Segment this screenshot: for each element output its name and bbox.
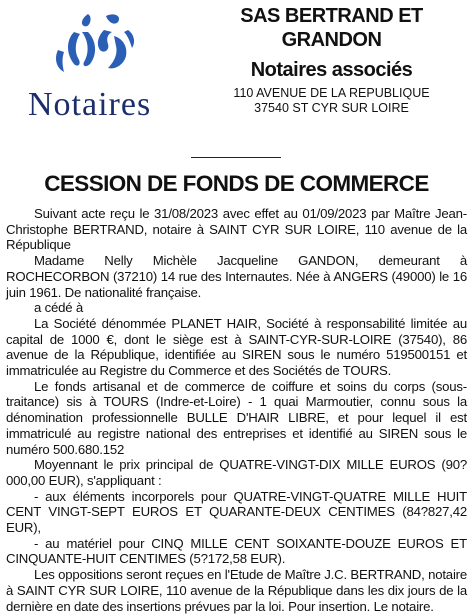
- paragraph-business: Le fonds artisanal et de commerce de coiffure et soins du corps (sous-traitance) sis à TOURS (Indre-et-Loire) - 1 quai Marmoutier, connu sous la dénomination professionnelle BULLE D'HAIR LIBRE, et pour lequel il est immatriculé au registre national des entreprises et identifié au SIREN sous le numéro 500.680.152: [6, 378, 467, 457]
- divider: [191, 157, 281, 158]
- firm-address-line2: 37540 ST CYR SUR LOIRE: [254, 101, 409, 115]
- firm-name: SAS BERTRAND ET GRANDON: [240, 5, 423, 51]
- firm-subtitle: Notaires associés: [250, 59, 413, 81]
- logo-wordmark: Notaires: [28, 86, 152, 123]
- paragraph-intangibles: - aux éléments incorporels pour QUATRE-VINGT-QUATRE MILLE HUIT CENT VINGT-SEPT EUROS ET QUARANTE-DEUX CENTIMES (84?827,42 EUR),: [6, 488, 467, 536]
- paragraph-deed: Suivant acte reçu le 31/08/2023 avec effet au 01/09/2023 par Maître Jean-Christophe BERTRAND, notaire à SAINT CYR SUR LOIRE, 110 avenue de la République: [6, 206, 467, 253]
- paragraph-equipment: - au matériel pour CINQ MILLE CENT SOIXANTE-DOUZE EUROS ET CINQUANTE-HUIT CENTIMES (5?172,58 EUR).: [6, 535, 467, 567]
- notice-body: [6, 206, 467, 614]
- notice-title: CESSION DE FONDS DE COMMERCE: [44, 171, 429, 196]
- paragraph-price: Moyennant le prix principal de QUATRE-VINGT-DIX MILLE EUROS (90?000,00 EUR), s'appliquant :: [6, 457, 467, 488]
- notaires-logo: [18, 10, 188, 125]
- firm-block: [190, 4, 473, 116]
- paragraph-seller: Madame Nelly Michèle Jacqueline GANDON, demeurant à ROCHECORBON (37210) 14 rue des Internautes. Née à ANGERS (49000) le 16 juin 1961. De nationalité française.: [6, 253, 467, 300]
- firm-address-line1: 110 AVENUE DE LA REPUBLIQUE: [233, 86, 430, 100]
- notice-header: [0, 0, 473, 150]
- paragraph-transfer: a cédé à: [34, 300, 83, 316]
- paragraph-oppositions: Les oppositions seront reçues en l'Etude de Maître J.C. BERTRAND, notaire à SAINT CYR SUR LOIRE, 110 avenue de la République dans les dix jours de la dernière en date des insertions prévues par la loi. Pour insertion. Le notaire.: [6, 567, 467, 614]
- paragraph-buyer: La Société dénommée PLANET HAIR, Société à responsabilité limitée au capital de 1000 €, dont le siège est à SAINT-CYR-SUR-LOIRE (37540), 86 avenue de la République, identifiée au SIREN sous le numéro 519500151 et immatriculée au Registre du Commerce et des Sociétés de TOURS.: [6, 315, 467, 379]
